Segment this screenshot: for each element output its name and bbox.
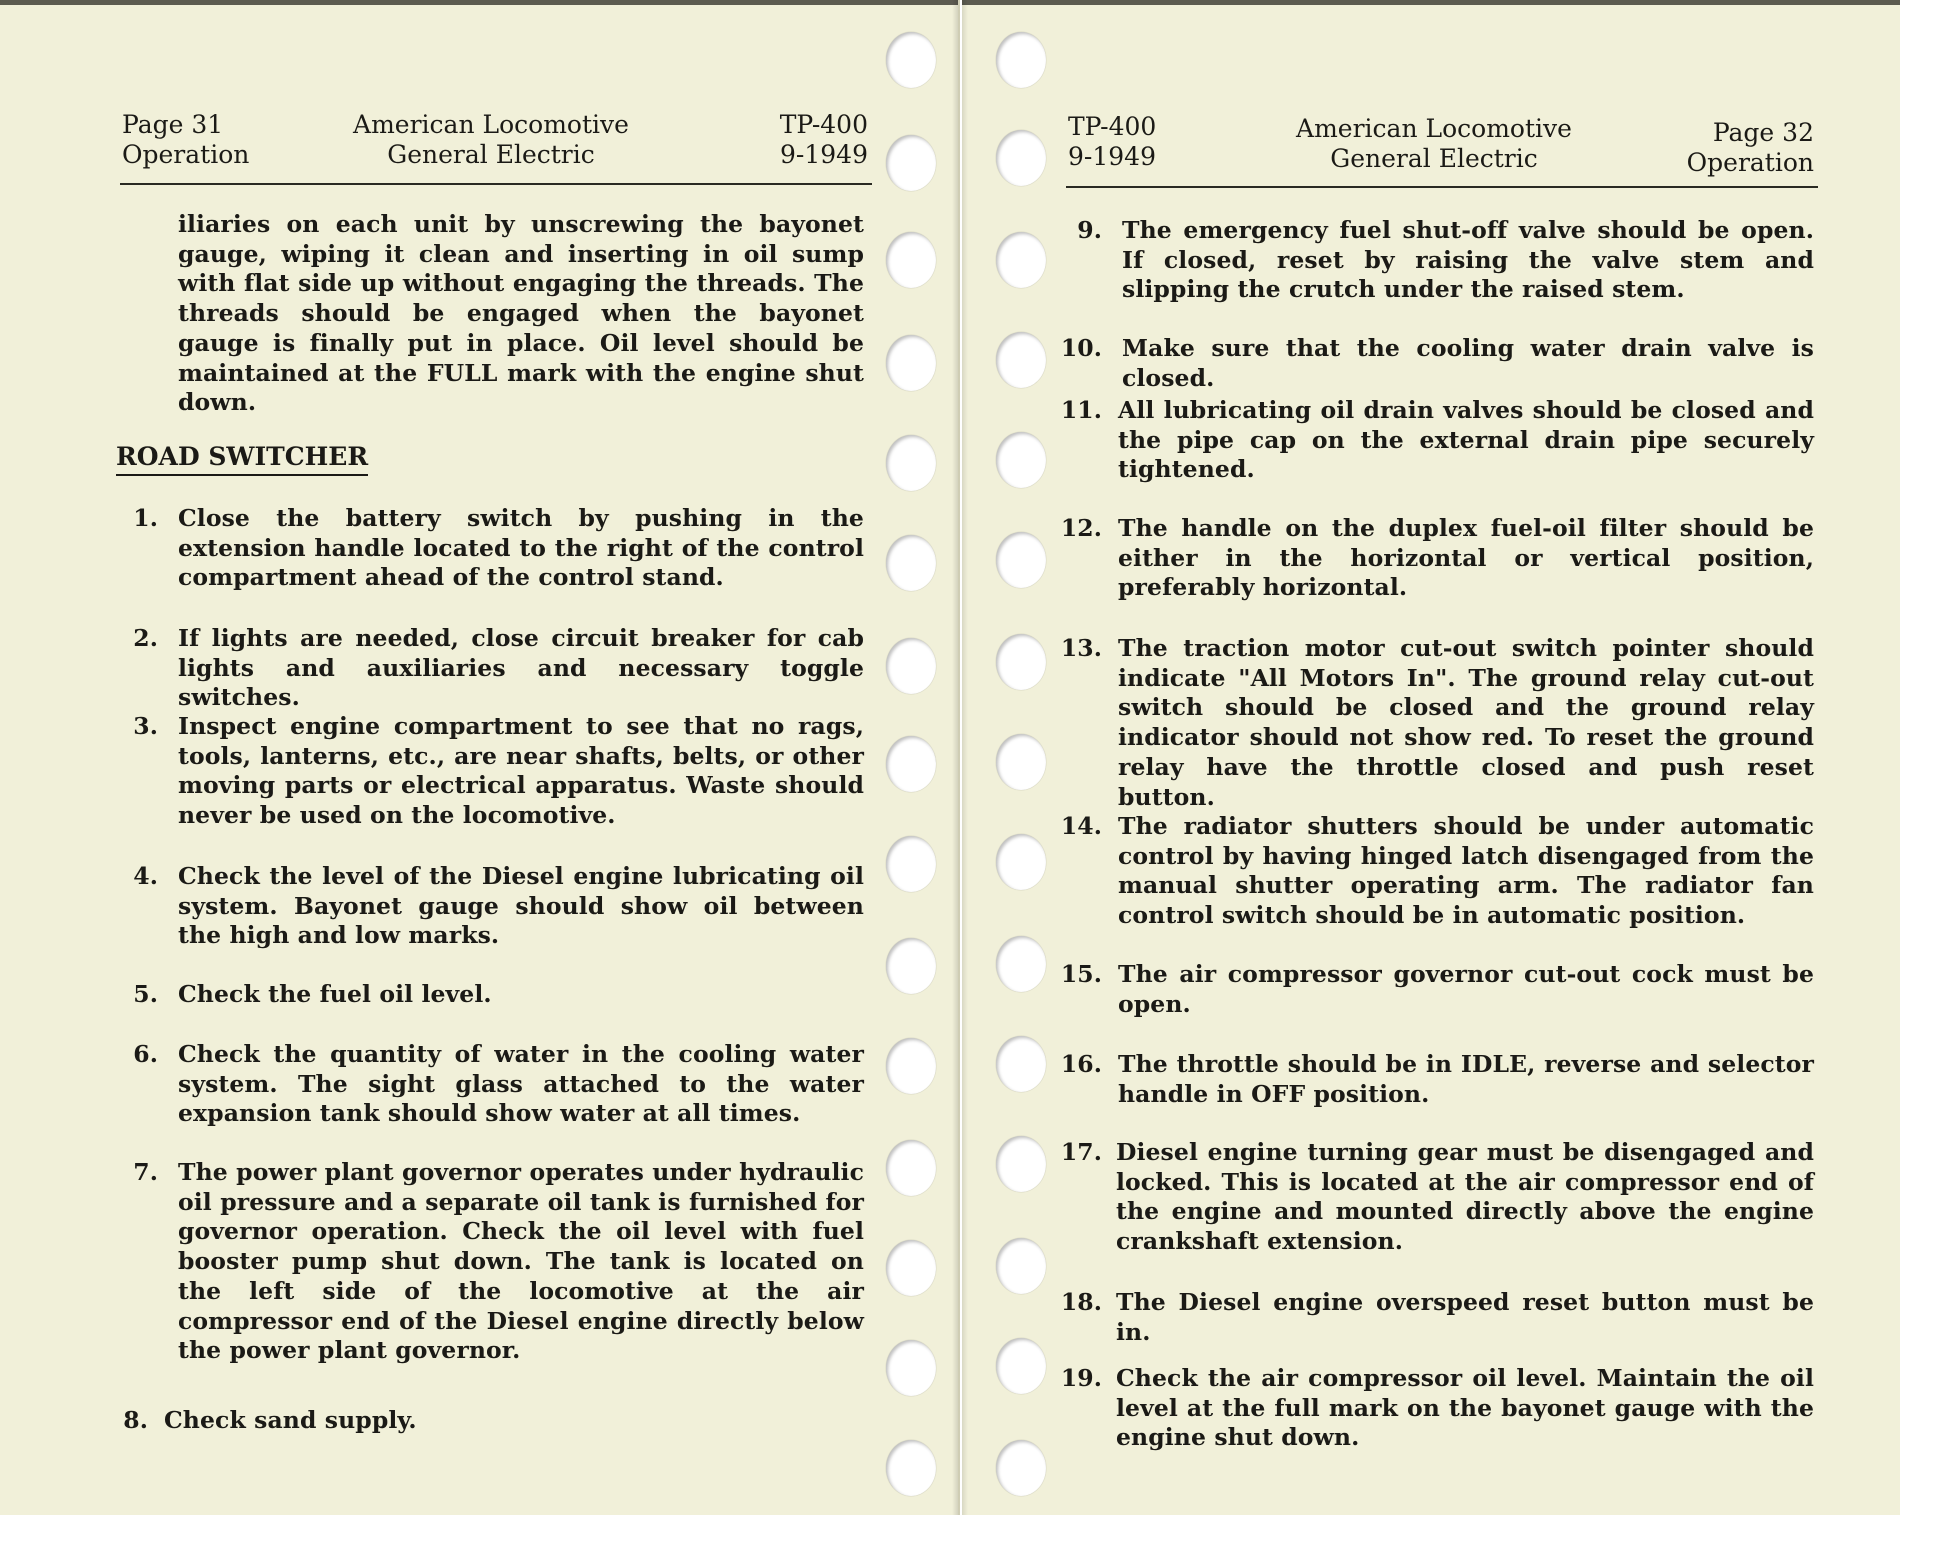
left-doc-id: TP-400 [779,110,868,139]
list-item: 8. Check sand supply. [123,1406,417,1434]
binder-hole [996,834,1046,890]
right-company-line1: American Locomotive [1296,114,1572,143]
binder-hole [886,836,936,892]
binder-hole [996,634,1046,690]
binder-hole [996,232,1046,288]
binder-hole [996,130,1046,186]
binder-hole [996,1338,1046,1394]
binder-hole [886,736,936,792]
binder-hole [886,32,936,88]
list-item: 6. Check the quantity of water in the cooling water system. The sight glass attached to the water expansion tank should show water at all times. [133,1040,864,1128]
binder-hole [886,435,936,491]
left-header-doc [720,110,868,170]
binder-hole [886,638,936,694]
list-item: 1. Close the battery switch by pushing in the extension handle located to the right of the control compartment ahead of the control stand. [133,504,864,592]
binder-hole [996,532,1046,588]
binder-hole [996,1238,1046,1294]
page-fold-shadow [962,0,968,1515]
list-item: 19. Check the air compressor oil level. Maintain the oil level at the full mark on the bayonet gauge with the engine shut down. [1060,1364,1814,1452]
binder-hole [996,1440,1046,1496]
left-header-page-info [122,110,249,170]
left-header-company [346,110,636,170]
list-item: 4. Check the level of the Diesel engine lubricating oil system. Bayonet gauge should show oil between the high and low marks. [133,862,864,950]
list-item: 11. All lubricating oil drain valves should be closed and the pipe cap on the external drain pipe securely tightened. [1060,396,1814,484]
right-section-name: Operation [1686,148,1814,177]
page-fold-shadow [952,0,958,1515]
right-doc-date: 9-1949 [1068,142,1156,171]
list-item: 2. If lights are needed, close circuit breaker for cab lights and auxiliaries and necessary toggle switches. [133,624,864,712]
list-item: 14. The radiator shutters should be under automatic control by having hinged latch disengaged from the manual shutter operating arm. The radiator fan control switch should be in automatic position. [1060,812,1814,930]
binder-hole [886,335,936,391]
list-item: 15. The air compressor governor cut-out cock must be open. [1060,960,1814,1018]
binder-hole [996,432,1046,488]
binder-hole [996,332,1046,388]
binder-hole [996,1136,1046,1192]
list-item: 18. The Diesel engine overspeed reset button must be in. [1060,1288,1814,1346]
binder-hole [886,135,936,191]
binder-hole [886,1440,936,1496]
binder-hole [886,232,936,288]
right-header-rule [1066,186,1818,188]
list-item: 16. The throttle should be in IDLE, reverse and selector handle in OFF position. [1060,1050,1814,1108]
binder-hole [996,1036,1046,1092]
list-item: 3. Inspect engine compartment to see that no rags, tools, lanterns, etc., are near shafts, belts, or other moving parts or electrical apparatus. Waste should never be used on the locomotive. [133,712,864,830]
left-doc-date: 9-1949 [780,140,868,169]
right-page [962,0,1900,1515]
list-item: 12. The handle on the duplex fuel-oil filter should be either in the horizontal or vertical position, preferably horizontal. [1060,514,1814,602]
top-edge [0,0,958,5]
left-header-rule [120,183,872,185]
binder-hole [996,936,1046,992]
binder-hole [886,938,936,994]
right-header-doc [1068,112,1156,172]
binder-hole [886,1038,936,1094]
right-company-line2: General Electric [1330,144,1538,173]
list-item: 17. Diesel engine turning gear must be disengaged and locked. This is located at the air compressor end of the engine and mounted directly above the engine crankshaft extension. [1060,1138,1814,1256]
top-edge [962,0,1900,5]
list-item: 9. The emergency fuel shut-off valve should be open. If closed, reset by raising the valve stem and slipping the crutch under the raised stem. [1077,216,1814,304]
binder-hole [996,734,1046,790]
list-item: 10. Make sure that the cooling water drain valve is closed. [1060,334,1814,392]
section-title-road-switcher: ROAD SWITCHER [116,442,368,476]
continuation-paragraph: iliaries on each unit by unscrewing the bayonet gauge, wiping it clean and inserting in oil sump with flat side up without engaging the threads. The threads should be engaged when the bayonet gauge is finally put in place. Oil level should be maintained at the FULL mark with the engine shut down. [178,210,864,417]
left-page [0,0,960,1515]
left-company-line2: General Electric [387,140,595,169]
binder-hole [886,1340,936,1396]
binder-hole [886,1240,936,1296]
list-item: 5. Check the fuel oil level. [133,980,492,1008]
right-doc-id: TP-400 [1068,112,1157,141]
right-header-page-info [1662,118,1814,178]
list-item: 7. The power plant governor operates under hydraulic oil pressure and a separate oil tank is furnished for governor operation. Check the oil level with fuel booster pump shut down. The tank is located on the left side of the locomotive at the air compressor end of the Diesel engine directly below the power plant governor. [133,1158,864,1365]
binder-hole [886,535,936,591]
binder-hole [996,32,1046,88]
list-item: 13. The traction motor cut-out switch pointer should indicate "All Motors In". The ground relay cut-out switch should be closed and the ground relay indicator should not show red. To reset the ground relay have the throttle closed and push reset button. [1060,634,1814,811]
left-page-number: Page 31 [122,110,224,139]
left-company-line1: American Locomotive [353,110,629,139]
left-section-name: Operation [122,140,250,169]
binder-hole [886,1140,936,1196]
right-page-number: Page 32 [1712,118,1814,147]
right-header-company [1284,114,1584,174]
